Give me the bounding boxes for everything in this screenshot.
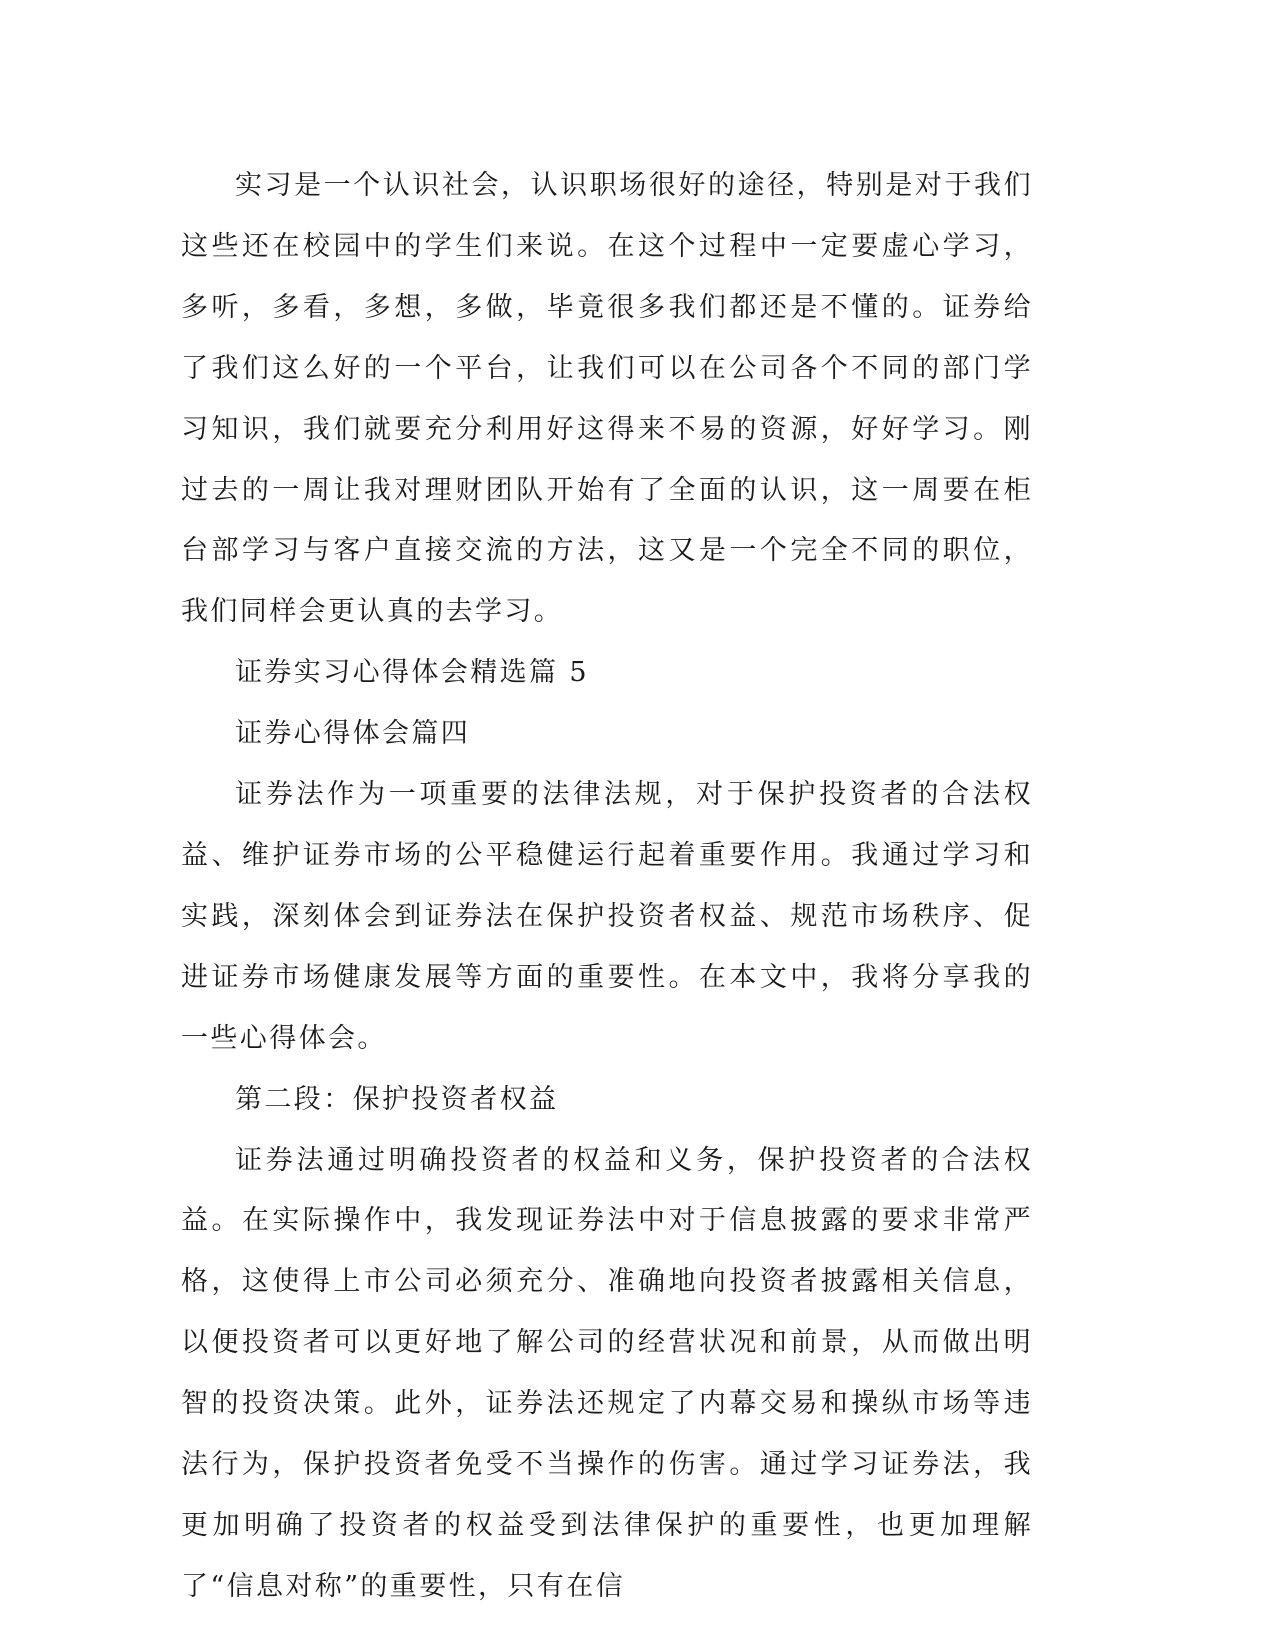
document-body (181, 156, 1033, 1618)
paragraph-internship-reflection: 实习是一个认识社会，认识职场很好的途径，特别是对于我们这些还在校园中的学生们来说。在这个过程中一定要虚心学习，多听，多看，多想，多做，毕竟很多我们都还是不懂的。证券给了我们这么好的一个平台，让我们可以在公司各个不同的部门学习知识，我们就要充分利用好这得来不易的资源，好好学习。刚过去的一周让我对理财团队开始有了全面的认识，这一周要在柜台部学习与客户直接交流的方法，这又是一个完全不同的职位，我们同样会更认真的去学习。 (181, 170, 1033, 628)
section-title-4: 证券心得体会篇四 (235, 718, 471, 750)
paragraph-securities-law-intro: 证券法作为一项重要的法律法规，对于保护投资者的合法权益、维护证券市场的公平稳健运行起着重要作用。我通过学习和实践，深刻体会到证券法在保护投资者权益、规范市场秩序、促进证券市场健康发展等方面的重要性。在本文中，我将分享我的一些心得体会。 (181, 779, 1033, 1054)
section-title-5: 证券实习心得体会精选篇 5 (235, 657, 589, 689)
paragraph-investor-rights: 证券法通过明确投资者的权益和义务，保护投资者的合法权益。在实际操作中，我发现证券法中对于信息披露的要求非常严格，这使得上市公司必须充分、准确地向投资者披露相关信息，以便投资者可以更好地了解公司的经营状况和前景，从而做出明智的投资决策。此外，证券法还规定了内幕交易和操纵市场等违法行为，保护投资者免受不当操作的伤害。通过学习证券法，我更加明确了投资者的权益受到法律保护的重要性，也更加理解了“信息对称”的重要性，只有在信 (181, 1144, 1033, 1602)
section-heading-investor-rights: 第二段：保护投资者权益 (235, 1083, 559, 1115)
